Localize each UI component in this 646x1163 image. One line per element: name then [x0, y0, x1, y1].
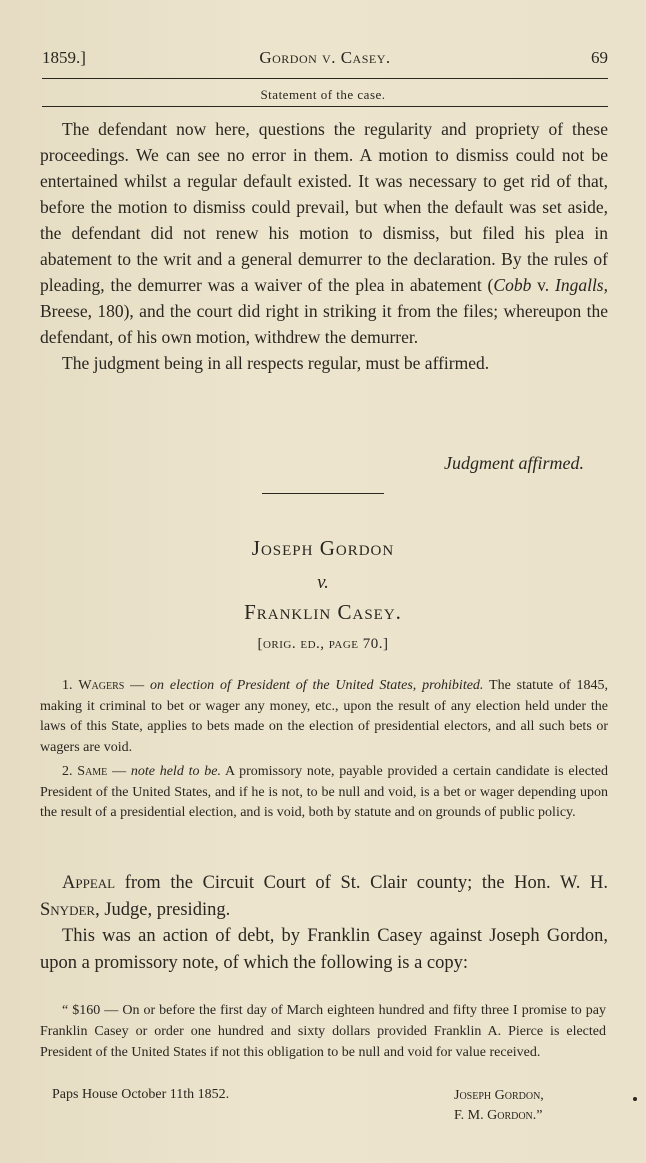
statement-of-case: Statement of the case. [260, 87, 386, 102]
judgment-line: Judgment affirmed. [444, 453, 584, 473]
note-copy [40, 1000, 606, 1063]
plaintiff-name: Joseph Gordon [251, 536, 395, 560]
action-paragraph: This was an action of debt, by Franklin Casey against Joseph Gordon, upon a promissory note, of which the following is a copy: [40, 926, 608, 973]
headnotes [40, 676, 608, 824]
headnote-2: 2. Same — note held to be. A promissory note, payable provided a certain candidate is elected President of the United States, and if he is not, to be null and void, is a bet or wager depending upon the result of a presidential election, and is void, both by statute and on grounds of public policy. [40, 763, 609, 821]
orig-ed-reference: [orig. ed., page 70.] [257, 636, 389, 652]
appeal-paragraph: Appeal from the Circuit Court of St. Clair county; the Hon. W. H. Snyder, Judge, presiding. [40, 873, 608, 920]
appeal-text [40, 870, 608, 976]
headnote-1: 1. Wagers — on election of President of the United States, prohibited. The statute of 1845, making it criminal to bet or wager any money, etc., upon the result of any election held under the laws of this State, applies to bets made on the election of presidential electors, and all such bets or wagers are void. [40, 678, 609, 756]
ink-speck [633, 1097, 637, 1101]
running-header [42, 48, 608, 72]
statement-rule [42, 106, 608, 107]
header-rule [42, 78, 608, 79]
opinion-text [40, 116, 608, 376]
signer-2: F. M. Gordon.” [454, 1108, 543, 1123]
header-title: Gordon v. Casey. [259, 48, 391, 67]
page-number: 69 [591, 48, 608, 67]
defendant-name: Franklin Casey. [244, 600, 402, 624]
section-divider [262, 493, 384, 494]
citation-party: Ingalls [555, 275, 604, 295]
citation-case: Cobb [493, 275, 532, 295]
note-place-date: Paps House October 11th 1852. [52, 1087, 230, 1102]
opinion-paragraph: The defendant now here, questions the regularity and propriety of these proceedings. We can see no error in them. A motion to dismiss could not be entertained whilst a regular default existed. It was necessary to get rid of that, before the motion to dismiss could prevail, but when the default was set aside, the defendant did not renew his motion to dismiss, but filed his plea in abatement to the writ and a general demurrer to the declaration. By the rules of pleading, the demurrer was a waiver of the plea in abatement (Cobb v. Ingalls, Breese, 180), and the court did right in striking it from the files; whereupon the defendant, of his own motion, withdrew the demurrer. [40, 119, 608, 347]
header-year: 1859.] [42, 48, 86, 67]
signer-1: Joseph Gordon, [454, 1088, 544, 1103]
note-body: “ $160 — On or before the first day of March eighteen hundred and fifty three I promise to pay Franklin Casey or order one hundred and sixty dollars provided Franklin A. Pierce is elected President of the United States if not this obligation to be null and void for value received. [40, 1003, 606, 1060]
opinion-conclusion: The judgment being in all respects regular, must be affirmed. [62, 353, 490, 373]
versus: v. [317, 572, 329, 593]
